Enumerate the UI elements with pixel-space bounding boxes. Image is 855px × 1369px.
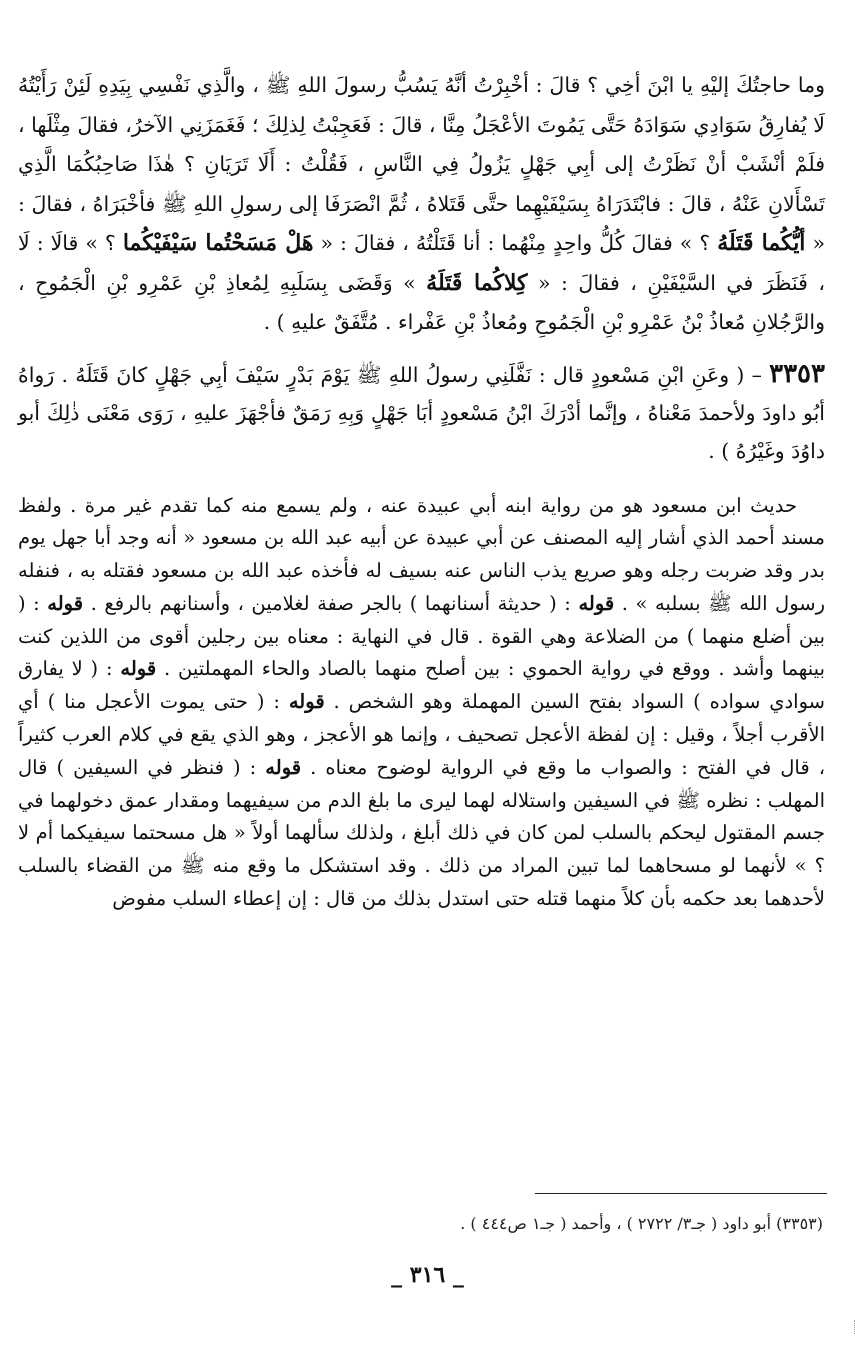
hadith-3353 (18, 355, 825, 470)
qawluhu-label: قوله (120, 657, 157, 681)
commentary-note-4: : ( حتى يموت الأعجل منا ) أي الأقرب أجلاً ، وقيل : إن لفظة الأعجل تصحيف ، وإنما هو الأعجز ، وهو الذي يقع في كلام العرب كثيراً ، قال في الفتح : والصواب ما وقع في الرواية لوضوح معناه . (18, 690, 825, 779)
commentary-note-5: : ( فنظر في السيفين ) قال المهلب : نظره ﷺ في السيفين واستلاله لهما ليرى ما بلغ الدم من سيفيهما ومقدار عمق دخولهما في جسم المقتول ليحكم بالسلب لمن كان في ذلك أبلغ ، ولذلك سألهما أولاً « هل مسحتما سيفيكما أم لا ؟ » لأنهما لو مسحاهما لما تبين المراد من ذلك . وقد استشكل ما وقع منه ﷺ من القضاء بالسلب لأحدهما بعد حكمه بأن كلاً منهما قتله حتى استدل بذلك من قال : إن إعطاء السلب مفوض (18, 755, 825, 911)
hadith-quote-wiped-swords: هَلْ مَسَحْتُما سَيْفَيْكُما (122, 230, 314, 256)
hadith-number: ٣٣٥٣ (769, 358, 825, 389)
commentary-note-2: : ( بين أضلع منهما ) من الضلاعة وهي القوة . قال في النهاية : معناه بين رجلين أقوى من اللذين كنت بينهما وأشد . ووقع في رواية الحموي : بين أصلح منهما بالصاد والحاء المهملتين . (18, 591, 825, 681)
qawluhu-label: قوله (578, 591, 615, 615)
hadith-3353-text: – ( وعَنِ ابْنِ مَسْعودٍ قال : نَفَّلَنِي رسولُ اللهِ ﷺ يَوْمَ بَدْرٍ سَيْفَ أبِي جَهْلٍ كانَ قَتَلَهُ . رَواهُ أبُو داودَ ولأحمدَ مَعْناهُ ، وإنَّما أدْرَكَ ابْنُ مَسْعودٍ أبَا جَهْلٍ وَبِهِ رَمَقٌ فأجْهَزَ عليهِ ، رَوَى مَعْنَى ذٰلِكَ أبو داوُدَ وغَيْرُهُ ) . (18, 362, 825, 463)
page-body (18, 66, 825, 1369)
hadith-text-part4: » وَقَضَى بِسَلَبِهِ لِمُعاذِ بْنِ عَمْرِو بْنِ الْجَمُوحِ ، والرَّجُلانِ مُعاذُ بْنُ عَمْرِو بْنِ الْجَمُوحِ ومُعاذُ بْنِ عَفْراء . مُتَّفَقٌ عليهِ ) . (18, 270, 825, 334)
commentary-note-3: : ( لا يفارق سوادي سواده ) السواد بفتح السين المهملة وهو الشخص . (18, 657, 825, 714)
hadith-text-part3: ؟ » قالَا : لَا ، فَنَظَرَ في السَّيْفَيْنِ ، فقالَ : « (18, 231, 825, 295)
qawluhu-label: قوله (265, 755, 302, 779)
qawluhu-label: قوله (288, 690, 325, 714)
page-number: _ ٣١٦ _ (391, 1262, 464, 1288)
hadith-continued (18, 66, 825, 343)
hadith-quote-both-killed: كِلاكُما قَتَلَهُ (426, 269, 528, 296)
footnote-divider (535, 1193, 827, 1194)
hadith-text-part2: ؟ » فقالَ كُلُّ واحِدٍ مِنْهُما : أنا قَتَلْتُهُ ، فقالَ : « (320, 231, 711, 255)
margin-mark (851, 1320, 855, 1334)
hadith-text-part1: وما حاجتُكَ إليْهِ يا ابْنَ أخِي ؟ قالَ : أخْبِرْتُ أنَّهُ يَسُبُّ رسولَ اللهِ ﷺ ، والَّذِي نَفْسِي بِيَدِهِ لَئِنْ رَأَيْتُهُ لَا يُفارِقُ سَوَادِي سَوَادَهُ حَتَّى يَمُوتَ الأعْجَلُ مِنَّا ، قالَ : فَعَجِبْتُ لِذلِكَ ؛ فَغَمَزَنِي الآخرُ، فقالَ مِثْلَها ، فلَمْ أنْشَبْ أنْ نَظَرْتُ إلى أبِي جَهْلٍ يَزُولُ فِي النَّاسِ ، فَقُلْتُ : أَلَا تَرَيَانِ ؟ هٰذَا صَاحِبُكُمَا الَّذِي تَسْأَلانِ عَنْهُ ، قالَ : فابْتَدَرَاهُ بِسَيْفَيْهِما حتَّى قَتَلاهُ ، ثُمَّ انْصَرَفَا إلى رسولِ اللهِ ﷺ فأخْبَرَاهُ ، فقالَ : « (18, 73, 825, 255)
commentary (18, 490, 825, 916)
commentary-note-1: : ( حديثة أسنانهما ) بالجر صفة لغلامين ، وأسنانهم بالرفع . (90, 591, 571, 615)
commentary-paragraph (18, 490, 825, 916)
hadith-quote-who-killed: أيُّكُما قَتَلَهُ (717, 230, 806, 256)
footnote: (٣٣٥٣) أبو داود ( جـ٣/ ٢٧٢٢ ) ، وأحمد ( جـ١ ص٤٤٤ ) . (460, 1214, 823, 1233)
commentary-intro: حديث ابن مسعود هو من رواية ابنه أبي عبيدة عنه ، ولم يسمع منه كما تقدم غير مرة . ولفظ مسند أحمد الذي أشار إليه المصنف عن أبي عبيدة عن أبيه عبد الله بن مسعود « أنه وجد أبا جهل يوم بدر وقد ضربت رجله وهو صريع يذب الناس عنه بسيف له فأخذه عبد الله بن مسعود فقتله به ، فنفله رسول الله ﷺ بسلبه » . (18, 493, 826, 615)
qawluhu-label: قوله (47, 591, 84, 615)
